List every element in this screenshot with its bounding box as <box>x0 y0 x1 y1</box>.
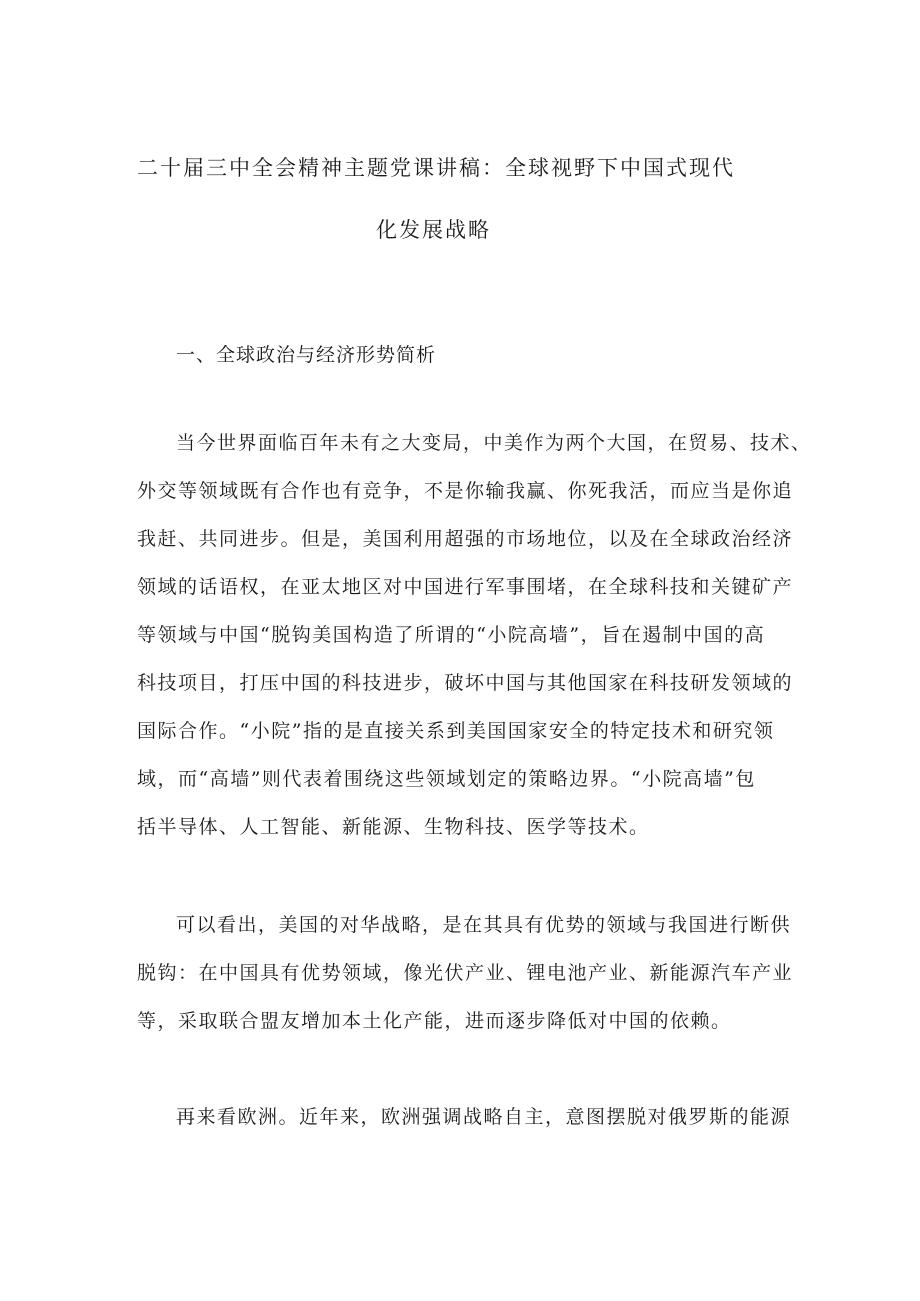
paragraph-line: 我赶、共同进步。但是，美国利用超强的市场地位，以及在全球政治经济 <box>137 528 794 550</box>
paragraph-line: 外交等领域既有合作也有竞争，不是你输我赢、你死我活，而应当是你追 <box>137 480 794 502</box>
section-heading: 一、全球政治与经济形势简析 <box>176 344 437 366</box>
paragraph-line: 国际合作。“小院”指的是直接关系到美国国家安全的特定技术和研究领 <box>137 720 775 742</box>
paragraph-line: 括半导体、人工智能、新能源、生物科技、医学等技术。 <box>137 816 650 838</box>
paragraph-line: 脱钩：在中国具有优势领域，像光伏产业、锂电池产业、新能源汽车产业 <box>137 962 794 984</box>
document-title-line-1: 二十届三中全会精神主题党课讲稿：全球视野下中国式现代 <box>137 156 735 180</box>
paragraph-line: 可以看出，美国的对华战略，是在其具有优势的领域与我国进行断供 <box>176 914 792 936</box>
paragraph-line: 等领域与中国“脱钩美国构造了所谓的“小院高墙”，旨在遏制中国的高 <box>137 624 766 646</box>
paragraph-line: 领域的话语权，在亚太地区对中国进行军事围堵，在全球科技和关键矿产 <box>137 576 794 598</box>
paragraph-line: 域，而“高墙”则代表着围绕这些领域划定的策略边界。“小院高墙”包 <box>137 768 756 790</box>
paragraph-line: 当今世界面临百年未有之大变局，中美作为两个大国，在贸易、技术、 <box>176 432 812 454</box>
paragraph-line: 科技项目，打压中国的科技进步，破坏中国与其他国家在科技研发领域的 <box>137 672 794 694</box>
document-title-line-2: 化发展战略 <box>376 218 491 242</box>
paragraph-line: 等，采取联合盟友增加本土化产能，进而逐步降低对中国的依赖。 <box>137 1010 732 1032</box>
paragraph-line: 再来看欧洲。近年来，欧洲强调战略自主，意图摆脱对俄罗斯的能源 <box>176 1106 792 1128</box>
